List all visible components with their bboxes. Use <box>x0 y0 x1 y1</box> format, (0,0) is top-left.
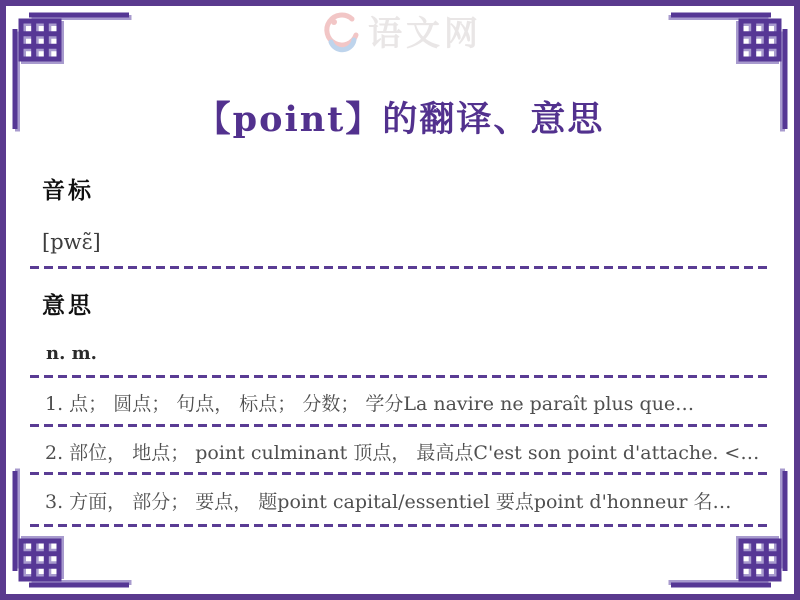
page-title: 【point】的翻译、意思 <box>195 99 605 140</box>
phonetic-value: [pwɛ̃] <box>42 230 101 254</box>
phonetic-heading: 音标 <box>42 177 94 204</box>
corner-ornament-bottom-left-icon <box>5 465 135 595</box>
dashed-divider <box>30 524 772 527</box>
watermark-site-name: 语文网 <box>368 15 482 53</box>
definition-item-1: 1. 点； 圆点； 句点， 标点； 分数； 学分La navire ne paraît plus que… <box>45 393 695 415</box>
dashed-divider <box>30 375 772 378</box>
dashed-divider <box>30 472 772 475</box>
part-of-speech-label: n. m. <box>46 343 97 364</box>
corner-ornament-bottom-right-icon <box>665 465 795 595</box>
dashed-divider <box>30 424 772 427</box>
definition-item-2: 2. 部位， 地点； point culminant 顶点， 最高点C'est son point d'attache. <… <box>45 442 760 464</box>
fish-logo-icon <box>318 9 362 53</box>
definition-item-3: 3. 方面， 部分； 要点， 题point capital/essentiel 要点point d'honneur 名… <box>45 491 732 513</box>
meaning-heading: 意思 <box>42 292 94 319</box>
dashed-divider <box>30 266 772 269</box>
